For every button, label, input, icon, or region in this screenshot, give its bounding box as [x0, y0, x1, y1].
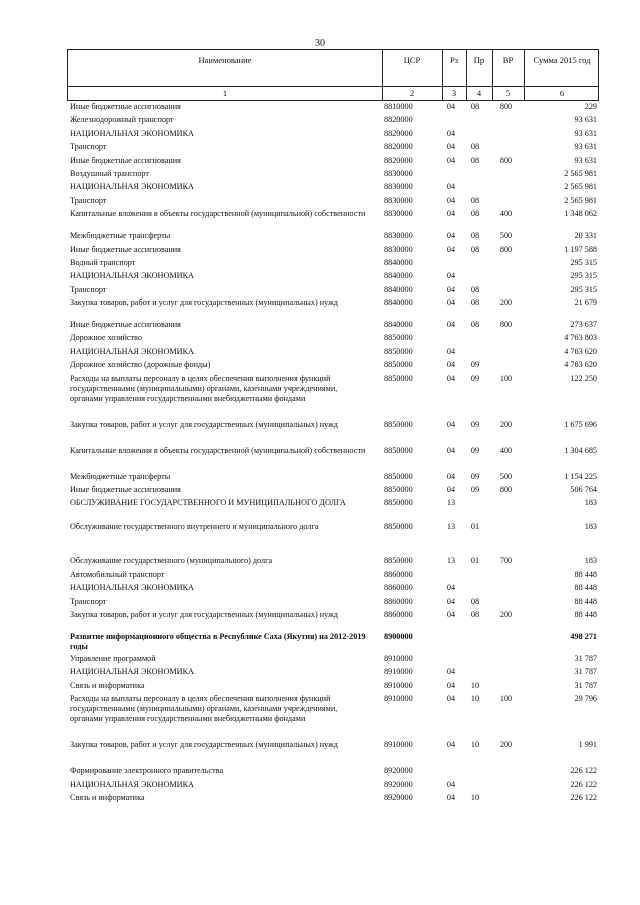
- row-sum: 88 448: [574, 569, 597, 579]
- row-csr: 8850000: [384, 522, 413, 532]
- row-rz: 04: [446, 155, 456, 165]
- table-row: [67, 244, 599, 257]
- row-name: НАЦИОНАЛЬНАЯ ЭКОНОМИКА: [70, 583, 194, 593]
- row-sum: 29 796: [574, 694, 597, 704]
- row-sum: 2 565 981: [564, 182, 597, 192]
- table-row: [67, 319, 599, 332]
- row-vr: 200: [499, 419, 513, 429]
- row-rz: 04: [446, 694, 456, 704]
- table-row: [67, 693, 599, 739]
- header-num-2: 2: [409, 88, 415, 98]
- row-rz: 04: [446, 583, 456, 593]
- row-pr: 08: [470, 244, 480, 254]
- header-col-divider: [524, 50, 525, 100]
- row-name: НАЦИОНАЛЬНАЯ ЭКОНОМИКА: [70, 667, 194, 677]
- table-row: [67, 521, 599, 555]
- table-row: [67, 297, 599, 319]
- table-row: [67, 569, 599, 582]
- row-rz: 04: [446, 244, 456, 254]
- row-csr: 8910000: [384, 667, 413, 677]
- row-name: Связь и информатика: [70, 792, 145, 802]
- table-row: [67, 596, 599, 609]
- row-rz: 04: [446, 182, 456, 192]
- table-row: [67, 582, 599, 595]
- row-name: Железнодорожный транспорт: [70, 115, 174, 125]
- budget-table: [67, 49, 599, 805]
- row-name: Закупка товаров, работ и услуг для государственных (муниципальных) нужд: [70, 419, 338, 429]
- row-rz: 04: [446, 471, 456, 481]
- row-vr: 200: [499, 298, 513, 308]
- table-header: [67, 49, 599, 101]
- row-csr: 8850000: [384, 373, 413, 383]
- row-csr: 8830000: [384, 168, 413, 178]
- row-sum: 122 250: [570, 373, 597, 383]
- row-sum: 183: [584, 522, 597, 532]
- header-name: Наименование: [198, 55, 252, 65]
- row-rz: 04: [446, 680, 456, 690]
- row-name: Расходы на выплаты персоналу в целях обеспечения выполнения функций государственными (муниципальными) органами, казенными учреждениями, органами управления государственными внебюджетными фондами: [70, 694, 338, 724]
- table-row: [67, 680, 599, 693]
- table-row: [67, 141, 599, 154]
- row-name: Капитальные вложения в объекты государственной (муниципальной) собственности: [70, 445, 366, 455]
- row-name: Закупка товаров, работ и услуг для государственных (муниципальных) нужд: [70, 609, 338, 619]
- row-name: Дорожное хозяйство (дорожные фонды): [70, 360, 211, 370]
- table-row: [67, 609, 599, 631]
- row-vr: 800: [499, 155, 513, 165]
- row-sum: 93 631: [574, 115, 597, 125]
- row-pr: 09: [470, 485, 480, 495]
- table-row: [67, 284, 599, 297]
- row-name: Транспорт: [70, 195, 107, 205]
- row-name: Связь и информатика: [70, 680, 145, 690]
- table-row: [67, 346, 599, 359]
- row-csr: 8910000: [384, 740, 413, 750]
- row-csr: 8860000: [384, 583, 413, 593]
- row-sum: 226 122: [570, 766, 597, 776]
- row-rz: 04: [446, 609, 456, 619]
- row-csr: 8830000: [384, 209, 413, 219]
- row-name: НАЦИОНАЛЬНАЯ ЭКОНОМИКА: [70, 128, 194, 138]
- row-rz: 13: [446, 556, 456, 566]
- header-sum: Сумма 2015 год: [533, 55, 591, 65]
- row-sum: 93 631: [574, 155, 597, 165]
- header-pr: Пр: [473, 55, 485, 65]
- row-sum: 1 348 062: [564, 209, 597, 219]
- row-sum: 1 991: [578, 740, 597, 750]
- row-name: ОБСЛУЖИВАНИЕ ГОСУДАРСТВЕННОГО И МУНИЦИПАЛЬНОГО ДОЛГА: [70, 498, 346, 508]
- table-body: [67, 101, 599, 805]
- row-csr: 8910000: [384, 694, 413, 704]
- row-sum: 183: [584, 556, 597, 566]
- row-sum: 1 154 225: [564, 471, 597, 481]
- row-vr: 500: [499, 231, 513, 241]
- row-name: Закупка товаров, работ и услуг для государственных (муниципальных) нужд: [70, 298, 338, 308]
- row-sum: 295 315: [570, 284, 597, 294]
- row-pr: 01: [470, 522, 480, 532]
- row-vr: 400: [499, 445, 513, 455]
- row-pr: 08: [470, 102, 480, 111]
- row-rz: 04: [446, 128, 456, 138]
- row-csr: 8850000: [384, 498, 413, 508]
- row-name: Формирование электронного правительства: [70, 766, 224, 776]
- row-sum: 31 787: [574, 667, 597, 677]
- row-sum: 31 787: [574, 653, 597, 663]
- row-csr: 8840000: [384, 320, 413, 330]
- table-row: [67, 270, 599, 283]
- table-row: [67, 555, 599, 568]
- row-vr: 700: [499, 556, 513, 566]
- row-pr: 09: [470, 419, 480, 429]
- row-rz: 04: [446, 298, 456, 308]
- table-row: [67, 114, 599, 127]
- row-pr: 09: [470, 471, 480, 481]
- row-vr: 200: [499, 609, 513, 619]
- row-name: Управление программой: [70, 653, 156, 663]
- table-row: [67, 739, 599, 765]
- row-sum: 183: [584, 498, 597, 508]
- row-csr: 8840000: [384, 271, 413, 281]
- row-vr: 800: [499, 485, 513, 495]
- table-row: [67, 373, 599, 419]
- row-csr: 8910000: [384, 653, 413, 663]
- header-num-6: 6: [559, 88, 565, 98]
- table-row: [67, 666, 599, 679]
- header-csr: ЦСР: [403, 55, 421, 65]
- row-pr: 08: [470, 231, 480, 241]
- row-rz: 04: [446, 419, 456, 429]
- row-csr: 8900000: [384, 631, 413, 641]
- row-sum: 226 122: [570, 792, 597, 802]
- table-row: [67, 419, 599, 445]
- row-rz: 04: [446, 284, 456, 294]
- row-pr: 08: [470, 284, 480, 294]
- header-col-divider: [466, 50, 467, 100]
- table-row: [67, 631, 599, 653]
- row-vr: 800: [499, 244, 513, 254]
- row-rz: 04: [446, 667, 456, 677]
- row-pr: 08: [470, 209, 480, 219]
- row-pr: 09: [470, 445, 480, 455]
- row-vr: 500: [499, 471, 513, 481]
- row-rz: 04: [446, 195, 456, 205]
- row-sum: 273 637: [570, 320, 597, 330]
- table-row: [67, 257, 599, 270]
- row-rz: 04: [446, 373, 456, 383]
- row-csr: 8850000: [384, 556, 413, 566]
- row-sum: 93 631: [574, 142, 597, 152]
- row-vr: 100: [499, 373, 513, 383]
- header-rz: Рз: [449, 55, 459, 65]
- table-row: [67, 792, 599, 805]
- row-csr: 8910000: [384, 680, 413, 690]
- row-sum: 2 565 981: [564, 195, 597, 205]
- table-row: [67, 155, 599, 168]
- row-rz: 04: [446, 445, 456, 455]
- header-vr: ВР: [502, 55, 514, 65]
- header-col-divider: [382, 50, 383, 100]
- row-csr: 8830000: [384, 244, 413, 254]
- row-pr: 08: [470, 609, 480, 619]
- row-csr: 8850000: [384, 419, 413, 429]
- row-name: НАЦИОНАЛЬНАЯ ЭКОНОМИКА: [70, 346, 194, 356]
- table-row: [67, 471, 599, 484]
- row-rz: 04: [446, 779, 456, 789]
- row-vr: 100: [499, 694, 513, 704]
- row-csr: 8850000: [384, 471, 413, 481]
- row-name: Водный транспорт: [70, 257, 136, 267]
- row-vr: 200: [499, 740, 513, 750]
- row-pr: 09: [470, 373, 480, 383]
- row-csr: 8810000: [384, 102, 413, 111]
- row-csr: 8850000: [384, 445, 413, 455]
- row-pr: 09: [470, 360, 480, 370]
- row-name: Транспорт: [70, 596, 107, 606]
- table-row: [67, 445, 599, 471]
- row-pr: 10: [470, 680, 480, 690]
- row-sum: 31 787: [574, 680, 597, 690]
- row-pr: 10: [470, 694, 480, 704]
- header-num-3: 3: [451, 88, 457, 98]
- row-sum: 1 675 696: [564, 419, 597, 429]
- row-csr: 8820000: [384, 142, 413, 152]
- table-row: [67, 168, 599, 181]
- row-pr: 01: [470, 556, 480, 566]
- table-row: [67, 101, 599, 114]
- row-pr: 08: [470, 155, 480, 165]
- row-csr: 8920000: [384, 766, 413, 776]
- row-name: Межбюджетные трансферты: [70, 231, 171, 241]
- row-csr: 8840000: [384, 298, 413, 308]
- row-name: Капитальные вложения в объекты государственной (муниципальной) собственности: [70, 209, 366, 219]
- row-rz: 04: [446, 142, 456, 152]
- row-csr: 8860000: [384, 569, 413, 579]
- row-sum: 229: [584, 102, 597, 111]
- header-col-divider: [442, 50, 443, 100]
- row-rz: 04: [446, 485, 456, 495]
- row-csr: 8820000: [384, 115, 413, 125]
- row-csr: 8860000: [384, 596, 413, 606]
- row-name: Воздушный транспорт: [70, 168, 149, 178]
- row-pr: 08: [470, 298, 480, 308]
- row-rz: 04: [446, 320, 456, 330]
- row-pr: 08: [470, 142, 480, 152]
- row-rz: 04: [446, 360, 456, 370]
- row-sum: 4 763 620: [564, 360, 597, 370]
- row-name: Межбюджетные трансферты: [70, 471, 171, 481]
- header-col-divider: [492, 50, 493, 100]
- row-sum: 498 271: [570, 631, 597, 641]
- table-row: [67, 765, 599, 778]
- row-name: Закупка товаров, работ и услуг для государственных (муниципальных) нужд: [70, 740, 338, 750]
- row-csr: 8840000: [384, 284, 413, 294]
- row-csr: 8860000: [384, 609, 413, 619]
- row-rz: 04: [446, 102, 456, 111]
- table-row: [67, 230, 599, 243]
- row-sum: 506 764: [570, 485, 597, 495]
- row-pr: 10: [470, 740, 480, 750]
- row-name: Иные бюджетные ассигнования: [70, 485, 181, 495]
- page-number: 30: [315, 38, 325, 49]
- row-csr: 8830000: [384, 195, 413, 205]
- row-csr: 8920000: [384, 779, 413, 789]
- table-row: [67, 181, 599, 194]
- table-row: [67, 484, 599, 497]
- row-rz: 13: [446, 522, 456, 532]
- table-row: [67, 332, 599, 345]
- row-rz: 04: [446, 231, 456, 241]
- row-name: Расходы на выплаты персоналу в целях обеспечения выполнения функций государственными (муниципальными) органами, казенными учреждениями, органами управления государственными внебюджетными фондами: [70, 373, 338, 403]
- row-sum: 21 679: [574, 298, 597, 308]
- table-row: [67, 779, 599, 792]
- row-sum: 4 763 620: [564, 346, 597, 356]
- table-row: [67, 653, 599, 666]
- row-name: Транспорт: [70, 142, 107, 152]
- row-sum: 2 565 981: [564, 168, 597, 178]
- row-pr: 10: [470, 792, 480, 802]
- header-num-5: 5: [505, 88, 511, 98]
- row-name: НАЦИОНАЛЬНАЯ ЭКОНОМИКА: [70, 779, 194, 789]
- row-name: НАЦИОНАЛЬНАЯ ЭКОНОМИКА: [70, 182, 194, 192]
- row-csr: 8850000: [384, 346, 413, 356]
- row-sum: 20 331: [574, 231, 597, 241]
- row-csr: 8850000: [384, 360, 413, 370]
- row-rz: 04: [446, 346, 456, 356]
- row-vr: 400: [499, 209, 513, 219]
- row-csr: 8850000: [384, 333, 413, 343]
- row-csr: 8840000: [384, 257, 413, 267]
- row-name: Иные бюджетные ассигнования: [70, 244, 181, 254]
- row-pr: 08: [470, 195, 480, 205]
- row-pr: 08: [470, 320, 480, 330]
- row-rz: 04: [446, 792, 456, 802]
- row-name: Дорожное хозяйство: [70, 333, 142, 343]
- row-sum: 295 315: [570, 257, 597, 267]
- row-csr: 8820000: [384, 128, 413, 138]
- row-sum: 88 448: [574, 609, 597, 619]
- row-name: Обслуживание государственного внутреннего и муниципального долга: [70, 522, 319, 532]
- row-rz: 04: [446, 596, 456, 606]
- row-sum: 1 197 588: [564, 244, 597, 254]
- row-sum: 4 763 803: [564, 333, 597, 343]
- header-num-4: 4: [476, 88, 482, 98]
- row-rz: 04: [446, 271, 456, 281]
- table-row: [67, 208, 599, 230]
- row-sum: 295 315: [570, 271, 597, 281]
- row-name: Автомобильный транспорт: [70, 569, 165, 579]
- table-row: [67, 359, 599, 372]
- row-rz: 13: [446, 498, 456, 508]
- table-row: [67, 128, 599, 141]
- row-vr: 800: [499, 102, 513, 111]
- table-row: [67, 195, 599, 208]
- row-sum: 88 448: [574, 583, 597, 593]
- row-name: Обслуживание государственного (муниципального) долга: [70, 556, 273, 566]
- row-vr: 800: [499, 320, 513, 330]
- row-pr: 08: [470, 596, 480, 606]
- row-sum: 88 448: [574, 596, 597, 606]
- header-num-1: 1: [222, 88, 228, 98]
- row-sum: 1 304 685: [564, 445, 597, 455]
- table-row: [67, 497, 599, 521]
- row-name: Иные бюджетные ассигнования: [70, 102, 181, 111]
- row-name: НАЦИОНАЛЬНАЯ ЭКОНОМИКА: [70, 271, 194, 281]
- row-rz: 04: [446, 209, 456, 219]
- row-name: Иные бюджетные ассигнования: [70, 155, 181, 165]
- row-csr: 8830000: [384, 182, 413, 192]
- row-rz: 04: [446, 740, 456, 750]
- row-name: Иные бюджетные ассигнования: [70, 320, 181, 330]
- row-csr: 8850000: [384, 485, 413, 495]
- row-csr: 8830000: [384, 231, 413, 241]
- row-name: Развитие информационного общества в Республике Саха (Якутия) на 2012-2019 годы: [70, 631, 366, 651]
- row-sum: 93 631: [574, 128, 597, 138]
- row-csr: 8920000: [384, 792, 413, 802]
- row-csr: 8820000: [384, 155, 413, 165]
- row-sum: 226 122: [570, 779, 597, 789]
- row-name: Транспорт: [70, 284, 107, 294]
